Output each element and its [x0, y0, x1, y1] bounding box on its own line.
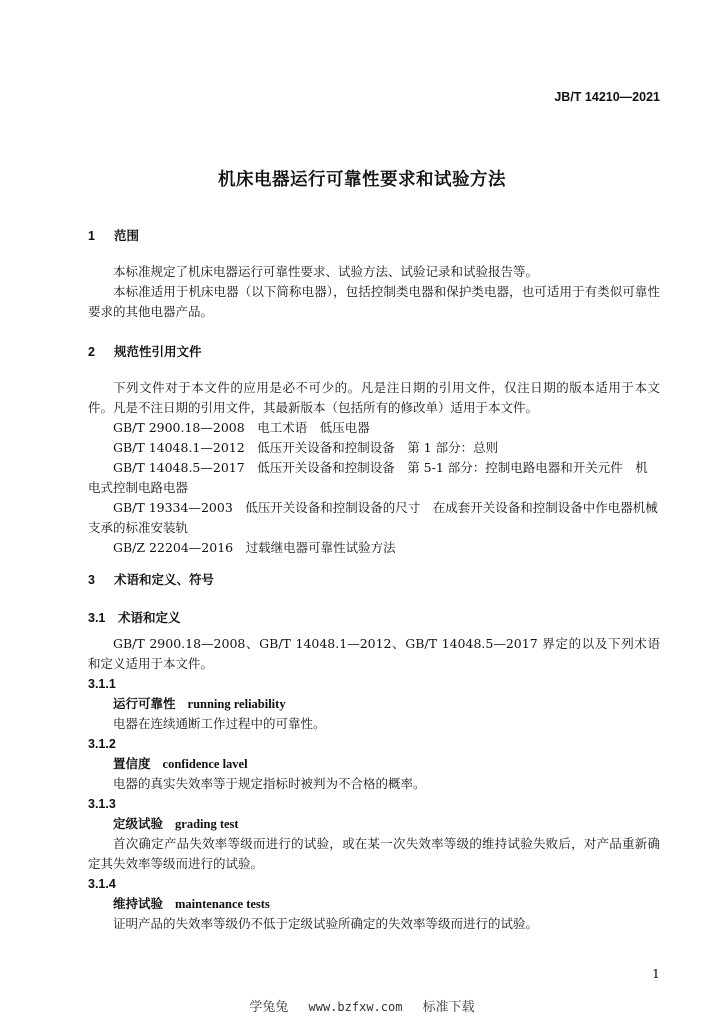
term-title — [88, 694, 660, 714]
reference-item: GB/Z 22204—2016 过载继电器可靠性试验方法 — [113, 540, 396, 555]
section-2-heading — [88, 342, 660, 362]
page-number: 1 — [652, 966, 660, 981]
section-number: 1 — [88, 229, 95, 243]
paragraph: 本标准适用于机床电器（以下简称电器），包括控制类电器和保护类电器，也可适用于有类似可靠性要求的其他电器产品。 — [88, 284, 660, 319]
reference-item: GB/T 14048.5—2017 低压开关设备和控制设备 第 5-1 部分：控制电路电器和开关元件 机电式控制电路电器 — [88, 460, 648, 495]
reference-item: GB/T 14048.1—2012 低压开关设备和控制设备 第 1 部分：总则 — [113, 440, 499, 455]
footer-watermark — [0, 996, 724, 1015]
term-definition: 电器的真实失效率等于规定指标时被判为不合格的概率。 — [113, 776, 426, 791]
term-entry — [88, 874, 660, 934]
paragraph: 本标准规定了机床电器运行可靠性要求、试验方法、试验记录和试验报告等。 — [113, 264, 539, 279]
term-en: confidence lavel — [162, 757, 248, 771]
reference-item: GB/T 2900.18—2008 电工术语 低压电器 — [113, 420, 370, 435]
term-entry — [88, 734, 660, 794]
term-en: running reliability — [187, 697, 286, 711]
subsection-number: 3.1 — [88, 611, 106, 625]
term-zh: 置信度 — [113, 756, 151, 771]
section-number: 2 — [88, 345, 95, 359]
reference-item: GB/T 19334—2003 低压开关设备和控制设备的尺寸 在成套开关设备和控制设备中作电器机械支承的标准安装轨 — [88, 500, 658, 535]
term-zh: 维持试验 — [113, 896, 164, 911]
term-title — [88, 894, 660, 914]
section-3 — [88, 570, 660, 590]
term-definition: 证明产品的失效率等级仍不低于定级试验所确定的失效率等级而进行的试验。 — [113, 916, 539, 931]
term-number: 3.1.1 — [88, 677, 116, 691]
term-title — [88, 814, 660, 834]
term-title — [88, 754, 660, 774]
term-number: 3.1.4 — [88, 877, 116, 891]
section-3-body — [88, 634, 660, 934]
term-number: 3.1.2 — [88, 737, 116, 751]
section-1-body — [88, 262, 660, 322]
footer-site-name: 学兔兔 — [249, 1000, 289, 1015]
term-definition: 首次确定产品失效率等级而进行的试验，或在某一次失效率等级的维持试验失败后，对产品重新确定其失效率等级而进行的试验。 — [88, 836, 660, 871]
section-3-1 — [88, 608, 660, 628]
section-title: 范围 — [114, 228, 140, 243]
footer-url[interactable]: www.bzfxw.com — [308, 1000, 403, 1014]
paragraph: GB/T 2900.18—2008、GB/T 14048.1—2012、GB/T 14048.5—2017 界定的以及下列术语和定义适用于本文件。 — [88, 636, 660, 671]
section-1 — [88, 226, 660, 246]
subsection-title: 术语和定义 — [118, 610, 181, 625]
term-en: maintenance tests — [175, 897, 270, 911]
term-entry — [88, 794, 660, 874]
document-title: 机床电器运行可靠性要求和试验方法 — [218, 170, 506, 190]
term-definition: 电器在连续通断工作过程中的可靠性。 — [113, 716, 326, 731]
section-number: 3 — [88, 573, 95, 587]
term-entry — [88, 674, 660, 734]
section-title: 术语和定义、符号 — [114, 572, 215, 587]
paragraph: 下列文件对于本文件的应用是必不可少的。凡是注日期的引用文件，仅注日期的版本适用于本文件。凡是不注日期的引用文件，其最新版本（包括所有的修改单）适用于本文件。 — [88, 380, 660, 415]
section-3-heading — [88, 570, 660, 590]
term-zh: 定级试验 — [113, 816, 164, 831]
term-number: 3.1.3 — [88, 797, 116, 811]
subsection-heading — [88, 608, 660, 628]
standard-number: JB/T 14210—2021 — [554, 90, 660, 104]
term-en: grading test — [175, 817, 239, 831]
term-zh: 运行可靠性 — [113, 696, 176, 711]
section-2-body — [88, 378, 660, 558]
section-1-heading — [88, 226, 660, 246]
section-title: 规范性引用文件 — [114, 344, 202, 359]
footer-tagline: 标准下载 — [422, 1000, 475, 1015]
section-2 — [88, 342, 660, 362]
